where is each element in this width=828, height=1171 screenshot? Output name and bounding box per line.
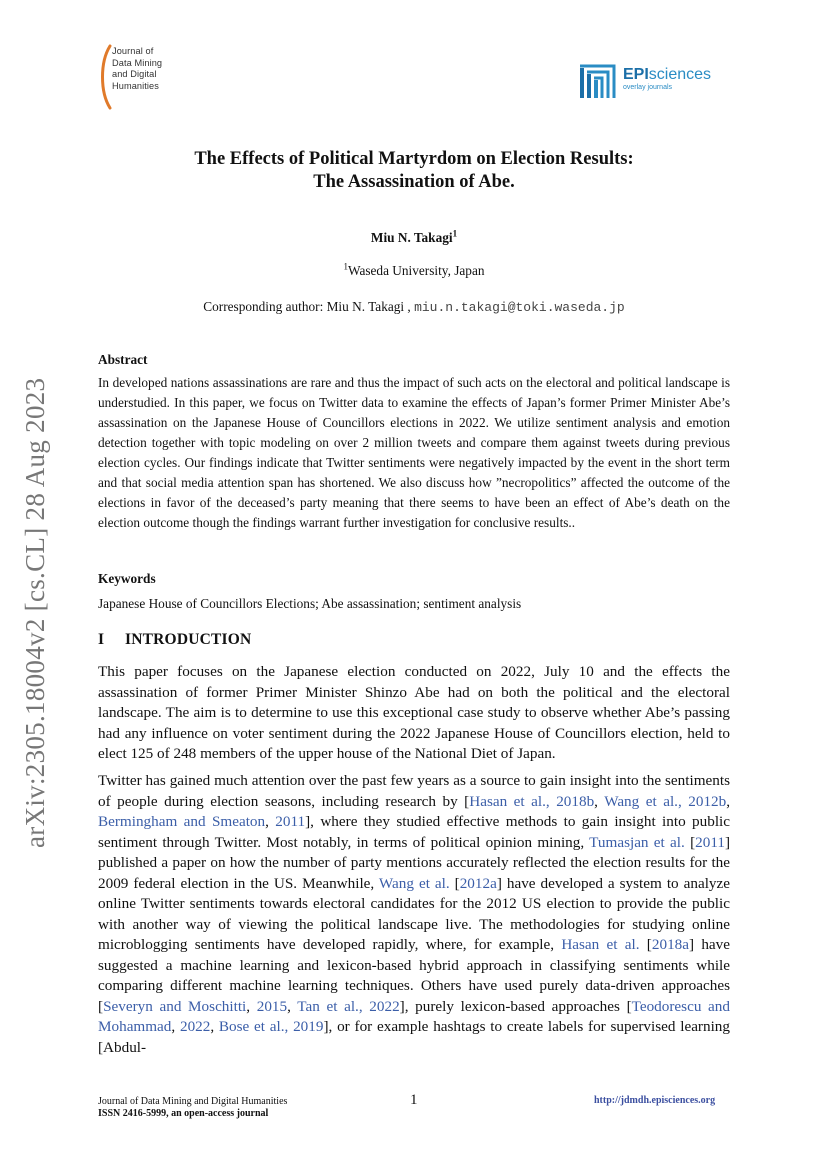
citation-link[interactable]: Tan et al., 2022 bbox=[297, 997, 400, 1015]
paragraph-text-segment: [ bbox=[684, 833, 696, 851]
introduction-paragraph-1: This paper focuses on the Japanese election conducted on 2022, July 10 and the effects the assassination of former Primer Minister Shinzo Abe had on both the political and the electoral landscape. The aim is to determine to use this exceptional case study to observe whether Abe’s passing had any influence on voter sentiment during the 2022 Japanese House of Councillors election, held to elect 125 of 248 members of the upper house of the National Diet of Japan. bbox=[98, 663, 730, 762]
paragraph-text-segment: ], where they studied effective methods to gain insight into public sentiment through Twitter. Most notably, in terms of political opinion mining, bbox=[98, 813, 731, 851]
paragraph-text-segment: ] have suggested a machine learning and lexicon-based hybrid approach in classifying sentiments while comparing different machine learning techniques. Others have used purely data-driven approaches [ bbox=[98, 936, 730, 1015]
paragraph-text-segment: , bbox=[594, 792, 605, 810]
author-affiliation-marker: 1 bbox=[452, 228, 458, 239]
citation-link[interactable]: Tumasjan et al. bbox=[589, 833, 685, 851]
paragraph-text-segment: , bbox=[265, 813, 276, 830]
paper-title bbox=[98, 148, 730, 194]
citation-link[interactable]: Bose et al., 2019 bbox=[218, 1018, 324, 1035]
journal-logo bbox=[98, 44, 168, 114]
author-line bbox=[98, 230, 730, 246]
citation-link[interactable]: Wang et al. bbox=[378, 874, 450, 892]
paper-title-line-1: The Effects of Political Martyrdom on Election Results: bbox=[194, 149, 634, 169]
episciences-name-light: sciences bbox=[648, 66, 712, 83]
citation-link[interactable]: 2012a bbox=[459, 874, 497, 892]
paragraph-text-segment: ], purely lexicon-based approaches [ bbox=[399, 997, 632, 1015]
corresponding-author-email-link[interactable]: miu.n.takagi@toki.waseda.jp bbox=[414, 300, 625, 315]
arxiv-identifier-stamp: arXiv:2305.18004v2 [cs.CL] 28 Aug 2023 bbox=[20, 377, 50, 848]
affiliation-text: Waseda University, Japan bbox=[347, 263, 485, 278]
citation-link[interactable]: 2018a bbox=[651, 936, 689, 953]
paragraph-text-segment: , bbox=[210, 1018, 219, 1035]
affiliation-line bbox=[98, 263, 730, 279]
citation-link[interactable]: Bermingham and Smeaton bbox=[98, 813, 266, 830]
citation-link[interactable]: 2011 bbox=[695, 833, 725, 851]
citation-link[interactable]: Severyn and Moschitti bbox=[103, 997, 247, 1015]
introduction-heading bbox=[98, 631, 251, 649]
episciences-tagline: overlay journals bbox=[623, 84, 673, 91]
citation-link[interactable]: Hasan et al. bbox=[561, 936, 640, 953]
footer-journal-name: Journal of Data Mining and Digital Humanities bbox=[98, 1096, 288, 1107]
citation-link[interactable]: 2015 bbox=[256, 997, 288, 1015]
journal-logo-line: Humanities bbox=[112, 80, 159, 91]
citation-link[interactable]: 2011 bbox=[275, 813, 306, 830]
episciences-name-bold: EPI bbox=[623, 66, 649, 83]
episciences-name bbox=[623, 66, 711, 84]
paragraph-text-segment: [ bbox=[639, 936, 652, 953]
paragraph-text-segment: , bbox=[171, 1018, 180, 1035]
citation-link[interactable]: 2022 bbox=[179, 1018, 211, 1035]
journal-logo-line: Journal of bbox=[112, 46, 154, 56]
footer-issn: ISSN 2416-5999, an open-access journal bbox=[98, 1108, 269, 1119]
author-name: Miu N. Takagi bbox=[370, 230, 453, 245]
paragraph-text-segment: Twitter has gained much attention over the past few years as a source to gain insight into the sentiments of people during election seasons, including research by [ bbox=[98, 772, 730, 810]
corresponding-author-line bbox=[98, 299, 730, 315]
abstract-heading: Abstract bbox=[98, 352, 148, 367]
paragraph-text-segment: ], or for example hashtags to create labels for supervised learning [Abdul- bbox=[98, 1018, 730, 1056]
paragraph-text-segment: , bbox=[246, 997, 257, 1015]
footer-url-link[interactable]: http://jdmdh.episciences.org bbox=[594, 1095, 716, 1106]
abstract-text: In developed nations assassinations are rare and thus the impact of such acts on the electoral and political landscape is understudied. In this paper, we focus on Twitter data to examine the effects of Japan’s former Primer Minister Abe’s assassination on the Japanese House of Councillors elections in 2022. We utilize sentiment analysis and emotion detection together with topic modeling on over 2 million tweets and compare them against tweets during previous election cycles. Our findings indicate that Twitter sentiments were negatively impacted by the event in the short term and that social media attention span has shortened. We also discuss how ”necropolitics” affected the outcome of the elections in favor of the deceased’s party meaning that there seems to have been an effect of Abe’s death on the election outcome though the findings warrant further investigation for conclusive results.. bbox=[98, 375, 730, 530]
citation-link[interactable]: Wang et al., 2012b bbox=[604, 792, 727, 810]
paragraph-text-segment: , bbox=[726, 792, 731, 810]
journal-logo-line: and Digital bbox=[112, 69, 157, 79]
paragraph-text-segment: ] published a paper on how the number of party mentions accurately reflected the election results for the 2009 federal election in the US. Meanwhile, bbox=[98, 833, 731, 892]
keywords-text: Japanese House of Councillors Elections; Abe assassination; sentiment analysis bbox=[98, 596, 522, 611]
section-number: I bbox=[98, 631, 105, 648]
journal-logo-line: Data Mining bbox=[112, 57, 163, 68]
episciences-logo bbox=[578, 64, 728, 100]
section-title: INTRODUCTION bbox=[125, 631, 252, 648]
introduction-paragraph-2 bbox=[98, 771, 730, 1058]
citation-link[interactable]: Teodorescu and Mohammad bbox=[98, 997, 730, 1035]
affiliation-marker: 1 bbox=[343, 261, 348, 272]
corresponding-author-label: Corresponding author: Miu N. Takagi , bbox=[203, 299, 415, 314]
journal-logo-arc-icon bbox=[98, 44, 112, 110]
journal-logo-text bbox=[112, 46, 162, 92]
paragraph-text-segment: [ bbox=[449, 874, 460, 892]
keywords-heading: Keywords bbox=[98, 571, 156, 586]
paragraph-text-segment: , bbox=[287, 997, 298, 1015]
citation-link[interactable]: Hasan et al., 2018b bbox=[469, 792, 595, 810]
episciences-mark-icon bbox=[578, 64, 616, 100]
page-number: 1 bbox=[410, 1092, 418, 1108]
paragraph-text-segment: ] have developed a system to analyze online Twitter sentiments towards electoral candidates for the 2012 US election to provide the public with another way of viewing the political landscape live. The methodologies for studying online microblogging sentiments have developed rapidly, where, for example, bbox=[98, 874, 730, 953]
paper-title-line-2: The Assassination of Abe. bbox=[313, 172, 515, 192]
